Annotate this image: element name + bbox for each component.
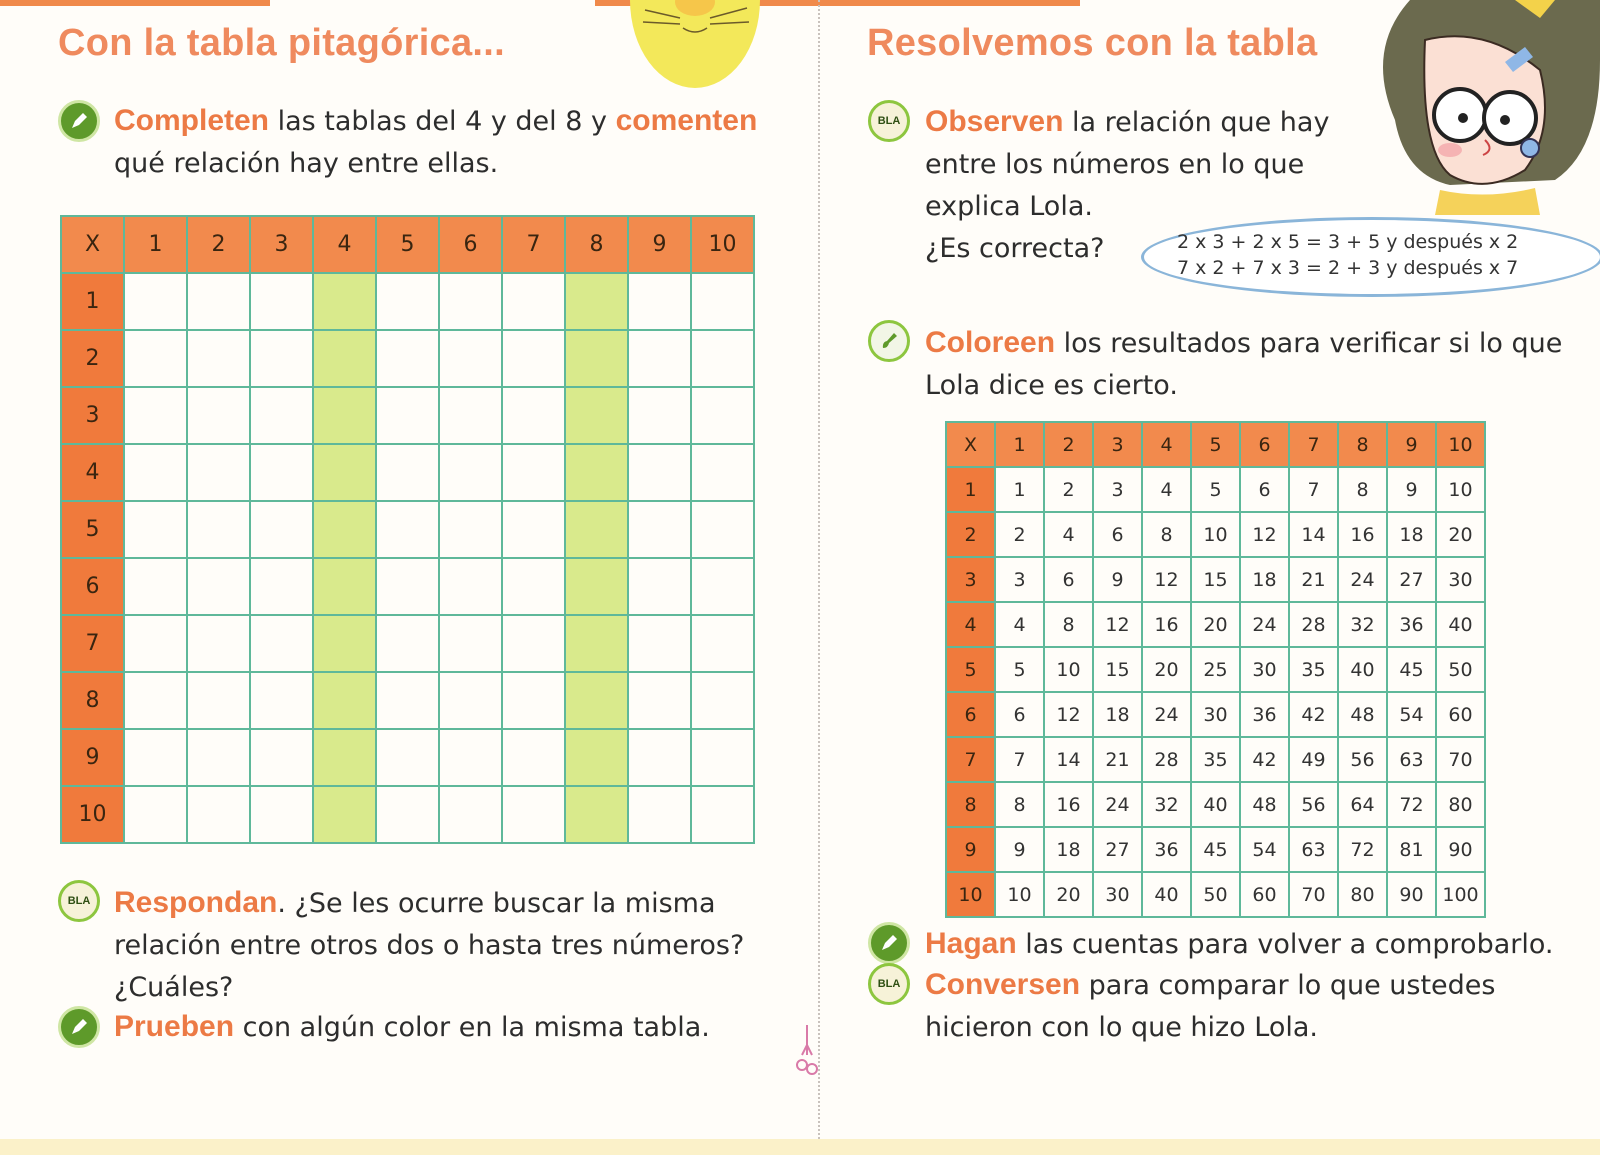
product-cell[interactable]: 10 (995, 872, 1044, 917)
right-page-title: Resolvemos con la tabla (867, 22, 1318, 64)
product-cell[interactable]: 16 (1338, 512, 1387, 557)
instruction-text: los resultados para verificar si lo que (1055, 328, 1563, 359)
left-page-title: Con la tabla pitagórica... (58, 22, 505, 64)
column-header: 4 (1142, 422, 1191, 467)
row-header: 4 (61, 444, 124, 501)
instruction-text: las cuentas para volver a comprobarlo. (1016, 929, 1554, 960)
product-cell[interactable]: 80 (1436, 782, 1485, 827)
row-header: 5 (946, 647, 995, 692)
row-header: 9 (61, 729, 124, 786)
product-cell[interactable]: 32 (1338, 602, 1387, 647)
product-cell[interactable]: 60 (1240, 872, 1289, 917)
product-cell[interactable]: 100 (1436, 872, 1485, 917)
product-cell[interactable]: 48 (1338, 692, 1387, 737)
brush-badge-icon (868, 320, 910, 362)
product-cell[interactable]: 24 (1142, 692, 1191, 737)
bla-badge-icon: BLA (58, 880, 100, 922)
row-header: 7 (946, 737, 995, 782)
column-header: 6 (439, 216, 502, 273)
product-cell[interactable]: 35 (1191, 737, 1240, 782)
speech-bubble-line-1: 2 x 3 + 2 x 5 = 3 + 5 y después x 2 (1177, 231, 1519, 253)
row-header: 6 (61, 558, 124, 615)
product-cell[interactable]: 21 (1289, 557, 1338, 602)
table-corner-cell: X (946, 422, 995, 467)
row-header: 3 (946, 557, 995, 602)
product-cell[interactable]: 27 (1093, 827, 1142, 872)
product-cell[interactable]: 8 (995, 782, 1044, 827)
product-cell[interactable]: 50 (1191, 872, 1240, 917)
instruction-text: . ¿Se les ocurre buscar la misma (277, 888, 716, 919)
pencil-badge-icon (868, 922, 910, 964)
column-header: 8 (1338, 422, 1387, 467)
product-cell[interactable]: 24 (1338, 557, 1387, 602)
product-cell[interactable]: 70 (1289, 872, 1338, 917)
product-cell[interactable]: 49 (1289, 737, 1338, 782)
instruction-text: las tablas del 4 y del 8 y (269, 106, 616, 137)
product-cell[interactable]: 24 (1240, 602, 1289, 647)
column-header: 5 (376, 216, 439, 273)
product-cell[interactable]: 16 (1142, 602, 1191, 647)
filled-pythagorean-table (945, 421, 1486, 918)
product-cell[interactable]: 40 (1338, 647, 1387, 692)
product-cell[interactable]: 4 (995, 602, 1044, 647)
keyword-completen: Completen (114, 104, 270, 137)
keyword-comenten: comenten (615, 104, 758, 137)
product-cell[interactable]: 6 (1240, 467, 1289, 512)
product-cell[interactable]: 30 (1191, 692, 1240, 737)
instruction-text: entre los números en lo que (925, 149, 1305, 180)
product-cell[interactable]: 36 (1240, 692, 1289, 737)
product-cell[interactable]: 72 (1338, 827, 1387, 872)
product-cell[interactable]: 56 (1289, 782, 1338, 827)
product-cell[interactable]: 40 (1142, 872, 1191, 917)
table-row (946, 737, 1485, 782)
bla-badge-icon: BLA (868, 100, 910, 142)
product-cell[interactable]: 2 (995, 512, 1044, 557)
instruction-text: ¿Es correcta? (925, 233, 1105, 264)
product-cell[interactable]: 2 (1044, 467, 1093, 512)
product-cell[interactable]: 6 (995, 692, 1044, 737)
table-row (946, 782, 1485, 827)
product-cell[interactable]: 72 (1387, 782, 1436, 827)
product-cell[interactable]: 7 (1289, 467, 1338, 512)
column-header: 1 (995, 422, 1044, 467)
bla-badge-icon: BLA (868, 963, 910, 1005)
product-cell[interactable]: 54 (1387, 692, 1436, 737)
product-cell[interactable]: 30 (1240, 647, 1289, 692)
product-cell[interactable]: 10 (1436, 467, 1485, 512)
product-cell[interactable]: 10 (1191, 512, 1240, 557)
column-header: 3 (250, 216, 313, 273)
product-cell[interactable]: 45 (1387, 647, 1436, 692)
product-cell[interactable]: 70 (1436, 737, 1485, 782)
product-cell[interactable]: 18 (1240, 557, 1289, 602)
product-cell[interactable]: 20 (1142, 647, 1191, 692)
product-cell[interactable]: 56 (1338, 737, 1387, 782)
product-cell[interactable]: 9 (1387, 467, 1436, 512)
table-row (946, 512, 1485, 557)
product-cell[interactable]: 21 (1093, 737, 1142, 782)
product-cell[interactable]: 45 (1191, 827, 1240, 872)
product-cell[interactable]: 30 (1436, 557, 1485, 602)
product-cell[interactable]: 60 (1436, 692, 1485, 737)
product-cell[interactable]: 12 (1093, 602, 1142, 647)
instruction-color (925, 322, 1562, 407)
product-cell[interactable]: 25 (1191, 647, 1240, 692)
column-header: 8 (565, 216, 628, 273)
product-cell[interactable]: 90 (1387, 872, 1436, 917)
column-header: 2 (187, 216, 250, 273)
table-row (946, 692, 1485, 737)
product-cell[interactable]: 9 (1093, 557, 1142, 602)
column-header: 6 (1240, 422, 1289, 467)
speech-bubble-line-2: 7 x 2 + 7 x 3 = 2 + 3 y después x 7 (1177, 257, 1519, 279)
product-cell[interactable]: 14 (1044, 737, 1093, 782)
instruction-discuss (925, 964, 1495, 1049)
product-cell[interactable]: 16 (1044, 782, 1093, 827)
keyword-observen: Observen (925, 105, 1064, 138)
product-cell[interactable]: 14 (1289, 512, 1338, 557)
row-header: 8 (61, 672, 124, 729)
instruction-text: para comparar lo que ustedes (1080, 970, 1496, 1001)
instruction-text: relación entre otros dos o hasta tres números? (114, 930, 745, 961)
column-header: 4 (313, 216, 376, 273)
product-cell[interactable]: 42 (1289, 692, 1338, 737)
product-cell[interactable]: 64 (1338, 782, 1387, 827)
product-cell[interactable]: 48 (1240, 782, 1289, 827)
row-header: 6 (946, 692, 995, 737)
row-header: 8 (946, 782, 995, 827)
product-cell[interactable]: 28 (1289, 602, 1338, 647)
row-header: 10 (61, 786, 124, 843)
instruction-text: la relación que hay (1063, 107, 1330, 138)
column-header: 9 (628, 216, 691, 273)
product-cell[interactable]: 12 (1044, 692, 1093, 737)
product-cell[interactable]: 12 (1240, 512, 1289, 557)
product-cell[interactable]: 54 (1240, 827, 1289, 872)
product-cell[interactable]: 6 (1093, 512, 1142, 557)
product-cell[interactable]: 27 (1387, 557, 1436, 602)
table-header-row (946, 422, 1485, 467)
product-cell[interactable]: 35 (1289, 647, 1338, 692)
instruction-calculate (925, 923, 1553, 966)
column-header: 2 (1044, 422, 1093, 467)
product-cell[interactable]: 36 (1142, 827, 1191, 872)
instruction-text: con algún color en la misma tabla. (234, 1012, 710, 1043)
column-header: 7 (1289, 422, 1338, 467)
product-cell[interactable]: 81 (1387, 827, 1436, 872)
product-cell[interactable]: 63 (1387, 737, 1436, 782)
instruction-text: Lola dice es cierto. (925, 370, 1178, 401)
table-corner-cell: X (61, 216, 124, 273)
instruction-text: explica Lola. (925, 191, 1093, 222)
keyword-coloreen: Coloreen (925, 326, 1056, 359)
column-header: 1 (124, 216, 187, 273)
row-header: 10 (946, 872, 995, 917)
product-cell[interactable]: 20 (1044, 872, 1093, 917)
column-header: 5 (1191, 422, 1240, 467)
keyword-conversen: Conversen (925, 968, 1081, 1001)
row-header: 1 (946, 467, 995, 512)
column-header: 10 (691, 216, 754, 273)
product-cell[interactable]: 8 (1338, 467, 1387, 512)
product-cell[interactable]: 10 (1044, 647, 1093, 692)
product-cell[interactable]: 3 (1093, 467, 1142, 512)
row-header: 5 (61, 501, 124, 558)
scissors-icon (796, 1025, 818, 1081)
product-cell[interactable]: 5 (995, 647, 1044, 692)
product-cell[interactable]: 20 (1191, 602, 1240, 647)
product-cell[interactable]: 5 (1191, 467, 1240, 512)
product-cell[interactable]: 42 (1240, 737, 1289, 782)
product-cell[interactable]: 63 (1289, 827, 1338, 872)
row-header: 2 (946, 512, 995, 557)
product-cell[interactable]: 1 (995, 467, 1044, 512)
product-cell[interactable]: 4 (1142, 467, 1191, 512)
row-header: 1 (61, 273, 124, 330)
product-cell[interactable]: 6 (1044, 557, 1093, 602)
product-cell[interactable]: 24 (1093, 782, 1142, 827)
product-cell[interactable]: 20 (1436, 512, 1485, 557)
row-header: 9 (946, 827, 995, 872)
product-cell[interactable]: 8 (1142, 512, 1191, 557)
keyword-hagan: Hagan (925, 927, 1017, 960)
table-row (946, 557, 1485, 602)
instruction-text: qué relación hay entre ellas. (114, 148, 499, 179)
column-header: 3 (1093, 422, 1142, 467)
product-cell[interactable]: 15 (1191, 557, 1240, 602)
product-cell[interactable]: 7 (995, 737, 1044, 782)
product-cell[interactable]: 4 (1044, 512, 1093, 557)
product-cell[interactable]: 18 (1387, 512, 1436, 557)
table-row (946, 602, 1485, 647)
row-header: 7 (61, 615, 124, 672)
column-header: 7 (502, 216, 565, 273)
product-cell[interactable]: 40 (1436, 602, 1485, 647)
row-header: 3 (61, 387, 124, 444)
keyword-prueben: Prueben (114, 1010, 235, 1043)
product-cell[interactable]: 9 (995, 827, 1044, 872)
product-cell[interactable]: 12 (1142, 557, 1191, 602)
product-cell[interactable]: 32 (1142, 782, 1191, 827)
instruction-text: ¿Cuáles? (114, 972, 234, 1003)
product-cell[interactable]: 80 (1338, 872, 1387, 917)
column-header: 10 (1436, 422, 1485, 467)
table-row (946, 467, 1485, 512)
row-header: 4 (946, 602, 995, 647)
product-cell[interactable]: 90 (1436, 827, 1485, 872)
product-cell[interactable]: 30 (1093, 872, 1142, 917)
product-cell[interactable]: 18 (1044, 827, 1093, 872)
column-header: 9 (1387, 422, 1436, 467)
product-cell[interactable]: 28 (1142, 737, 1191, 782)
product-cell[interactable]: 8 (1044, 602, 1093, 647)
table-row (946, 827, 1485, 872)
instruction-text: hicieron con lo que hizo Lola. (925, 1012, 1319, 1043)
product-cell[interactable]: 36 (1387, 602, 1436, 647)
table-row (946, 872, 1485, 917)
row-header: 2 (61, 330, 124, 387)
product-cell[interactable]: 3 (995, 557, 1044, 602)
product-cell[interactable]: 18 (1093, 692, 1142, 737)
keyword-respondan: Respondan (114, 886, 278, 919)
product-cell[interactable]: 50 (1436, 647, 1485, 692)
table-row (946, 647, 1485, 692)
product-cell[interactable]: 40 (1191, 782, 1240, 827)
product-cell[interactable]: 15 (1093, 647, 1142, 692)
